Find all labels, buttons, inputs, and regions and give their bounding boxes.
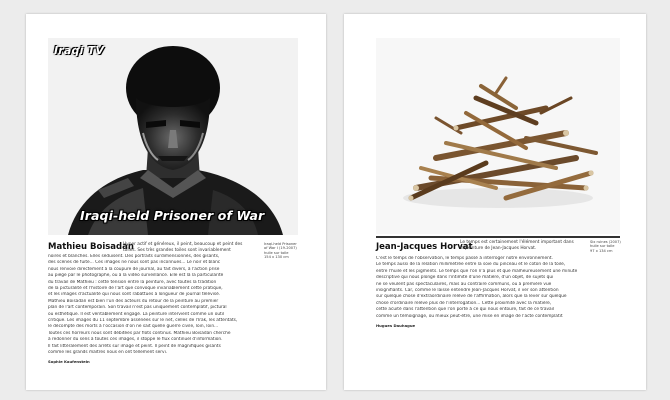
article-body [376, 256, 588, 320]
artwork-details [590, 240, 642, 253]
intro-text: Le temps est certainement l'élément important dans la peinture de Jean-Jacques Horvat. [460, 240, 574, 251]
artwork-detail-line: Iraqi-held Prisoner [264, 242, 297, 246]
body-line: de la picturalité et l'histoire de l'art que convoque invariablement cette pratique, [48, 286, 223, 292]
body-line: C'est le temps de l'observation, le temps passé à interroger notre environnement. [376, 256, 553, 261]
left-page [26, 14, 326, 390]
body-line: chose d'ordinaire relève plus de l'interrogation... Cette proximité avec la matière, [376, 300, 552, 306]
body-line: ne se veulent pas spectaculaires, mais au contraire communs, ou à première vue [376, 281, 552, 287]
body-line: plan de l'art contemporain. Son travail n'est pas uniquement contemplatif, pictural [48, 305, 227, 311]
artist-name: Mathieu Boisadan [48, 242, 134, 252]
body-line: Mathieu Boisadan est bien l'un des acteurs du retour de la peinture au premier [48, 298, 219, 304]
body-line: Il fait littéralement des arrêts sur image et peint. Il peint de magnifiques gisants [48, 343, 221, 349]
body-line: au piège par le photographe, ou à la vidéo surveillance. Elle est là la particularité [48, 273, 224, 279]
iraqi-tv-logo: Iraqi TV [54, 44, 105, 57]
body-line: descriptive qui nous plonge dans l'intimité d'une matière, d'un objet, de sujets qui [376, 275, 554, 281]
artwork-detail-line: 97 x 134 cm [590, 248, 613, 253]
body-line: des scènes de fuite... Ces images ne nous sont pas inconnues... Le noir et blanc [48, 260, 221, 266]
body-line: comme un témoignage, ou mieux peut-être, une mise en image de l'acte contemplatif. [376, 313, 564, 319]
divider-rule [376, 236, 620, 238]
prisoner-portrait-image [48, 38, 298, 235]
right-page [344, 14, 646, 390]
body-line: entre l'huile et les pigments. Le temps que l'on n'a plus et que malheureusement une minute [376, 268, 578, 274]
body-line: le décompte des morts à l'occasion d'on ne sait quelle guerre civile, loin, loin... [48, 324, 219, 330]
body-line: comme les grands maîtres nous en ont tellement servi. [48, 350, 168, 356]
body-line: ou esthétique. Il est véritablement engagé. La peinture intervient comme un outil [48, 311, 225, 317]
artwork-detail-line: Six ruines (2007) [590, 240, 621, 244]
author-credit: Sophie Kaufenstein [48, 359, 90, 364]
body-line: et les images d'actualité qui nous sont rabattues à longueur de journal télévisé. [48, 292, 221, 298]
artwork-detail-line: huile sur toile [590, 244, 615, 249]
author-credit: Hugues Dauhague [376, 323, 416, 328]
article-body [48, 254, 253, 357]
body-line: cette acuité dans l'attention que l'on porte à ce qui nous entoure, fait de ce travail [376, 307, 555, 313]
body-line: noires et blanches. Elles séduisent. Des portraits surdimensionnés, des gisants, [48, 254, 220, 259]
wood-pile-painting [376, 38, 620, 234]
body-line: Toutes ces horreurs nous sont débitées par flots continus. Mathieu Boisadan cherche [48, 330, 231, 336]
overlay-caption: Iraqi-held Prisoner of War [80, 208, 265, 223]
artwork-detail-line: of War I (19-2007) [264, 246, 297, 251]
wood-sticks-image [376, 38, 620, 234]
prisoner-painting [48, 38, 298, 235]
body-line: insignifiants. Car, comme le laisse entendre Jean-Jacques Horvat, il ver son attention [376, 288, 559, 294]
body-line: Le temps aussi de la relation millimétrée entre la soie du pinceau et le coton de la toile, [376, 262, 566, 268]
artist-name: Jean-Jacques Horvat [376, 242, 473, 252]
body-line: à redonner du sens à toutes ces images, il stoppe le flux continuel d'information. [48, 337, 223, 343]
intro-text: Hyper actif et généreux, il peint, beaucoup et peint des toiles. Ses très grandes toiles sont invariablement [123, 242, 243, 253]
body-line: sur quelque chose d'extraordinaire relève de l'affirmation, alors que la lever sur quelque [376, 294, 567, 300]
artwork-details [264, 242, 314, 260]
body-line: critique. Les images du 11 septembre assénées sur le net, celles de l'Irak, les attentats, [48, 318, 238, 324]
artwork-detail-line: 154 x 130 cm [264, 255, 289, 260]
body-line: du travail de Mathieu : cette tension entre la peinture, avec toutes la tradition [48, 279, 217, 285]
body-line: nous renvoie directement à la coupure de journal, au fait divers, à l'action prise [48, 266, 220, 272]
artwork-detail-line: huile sur toile [264, 250, 289, 255]
